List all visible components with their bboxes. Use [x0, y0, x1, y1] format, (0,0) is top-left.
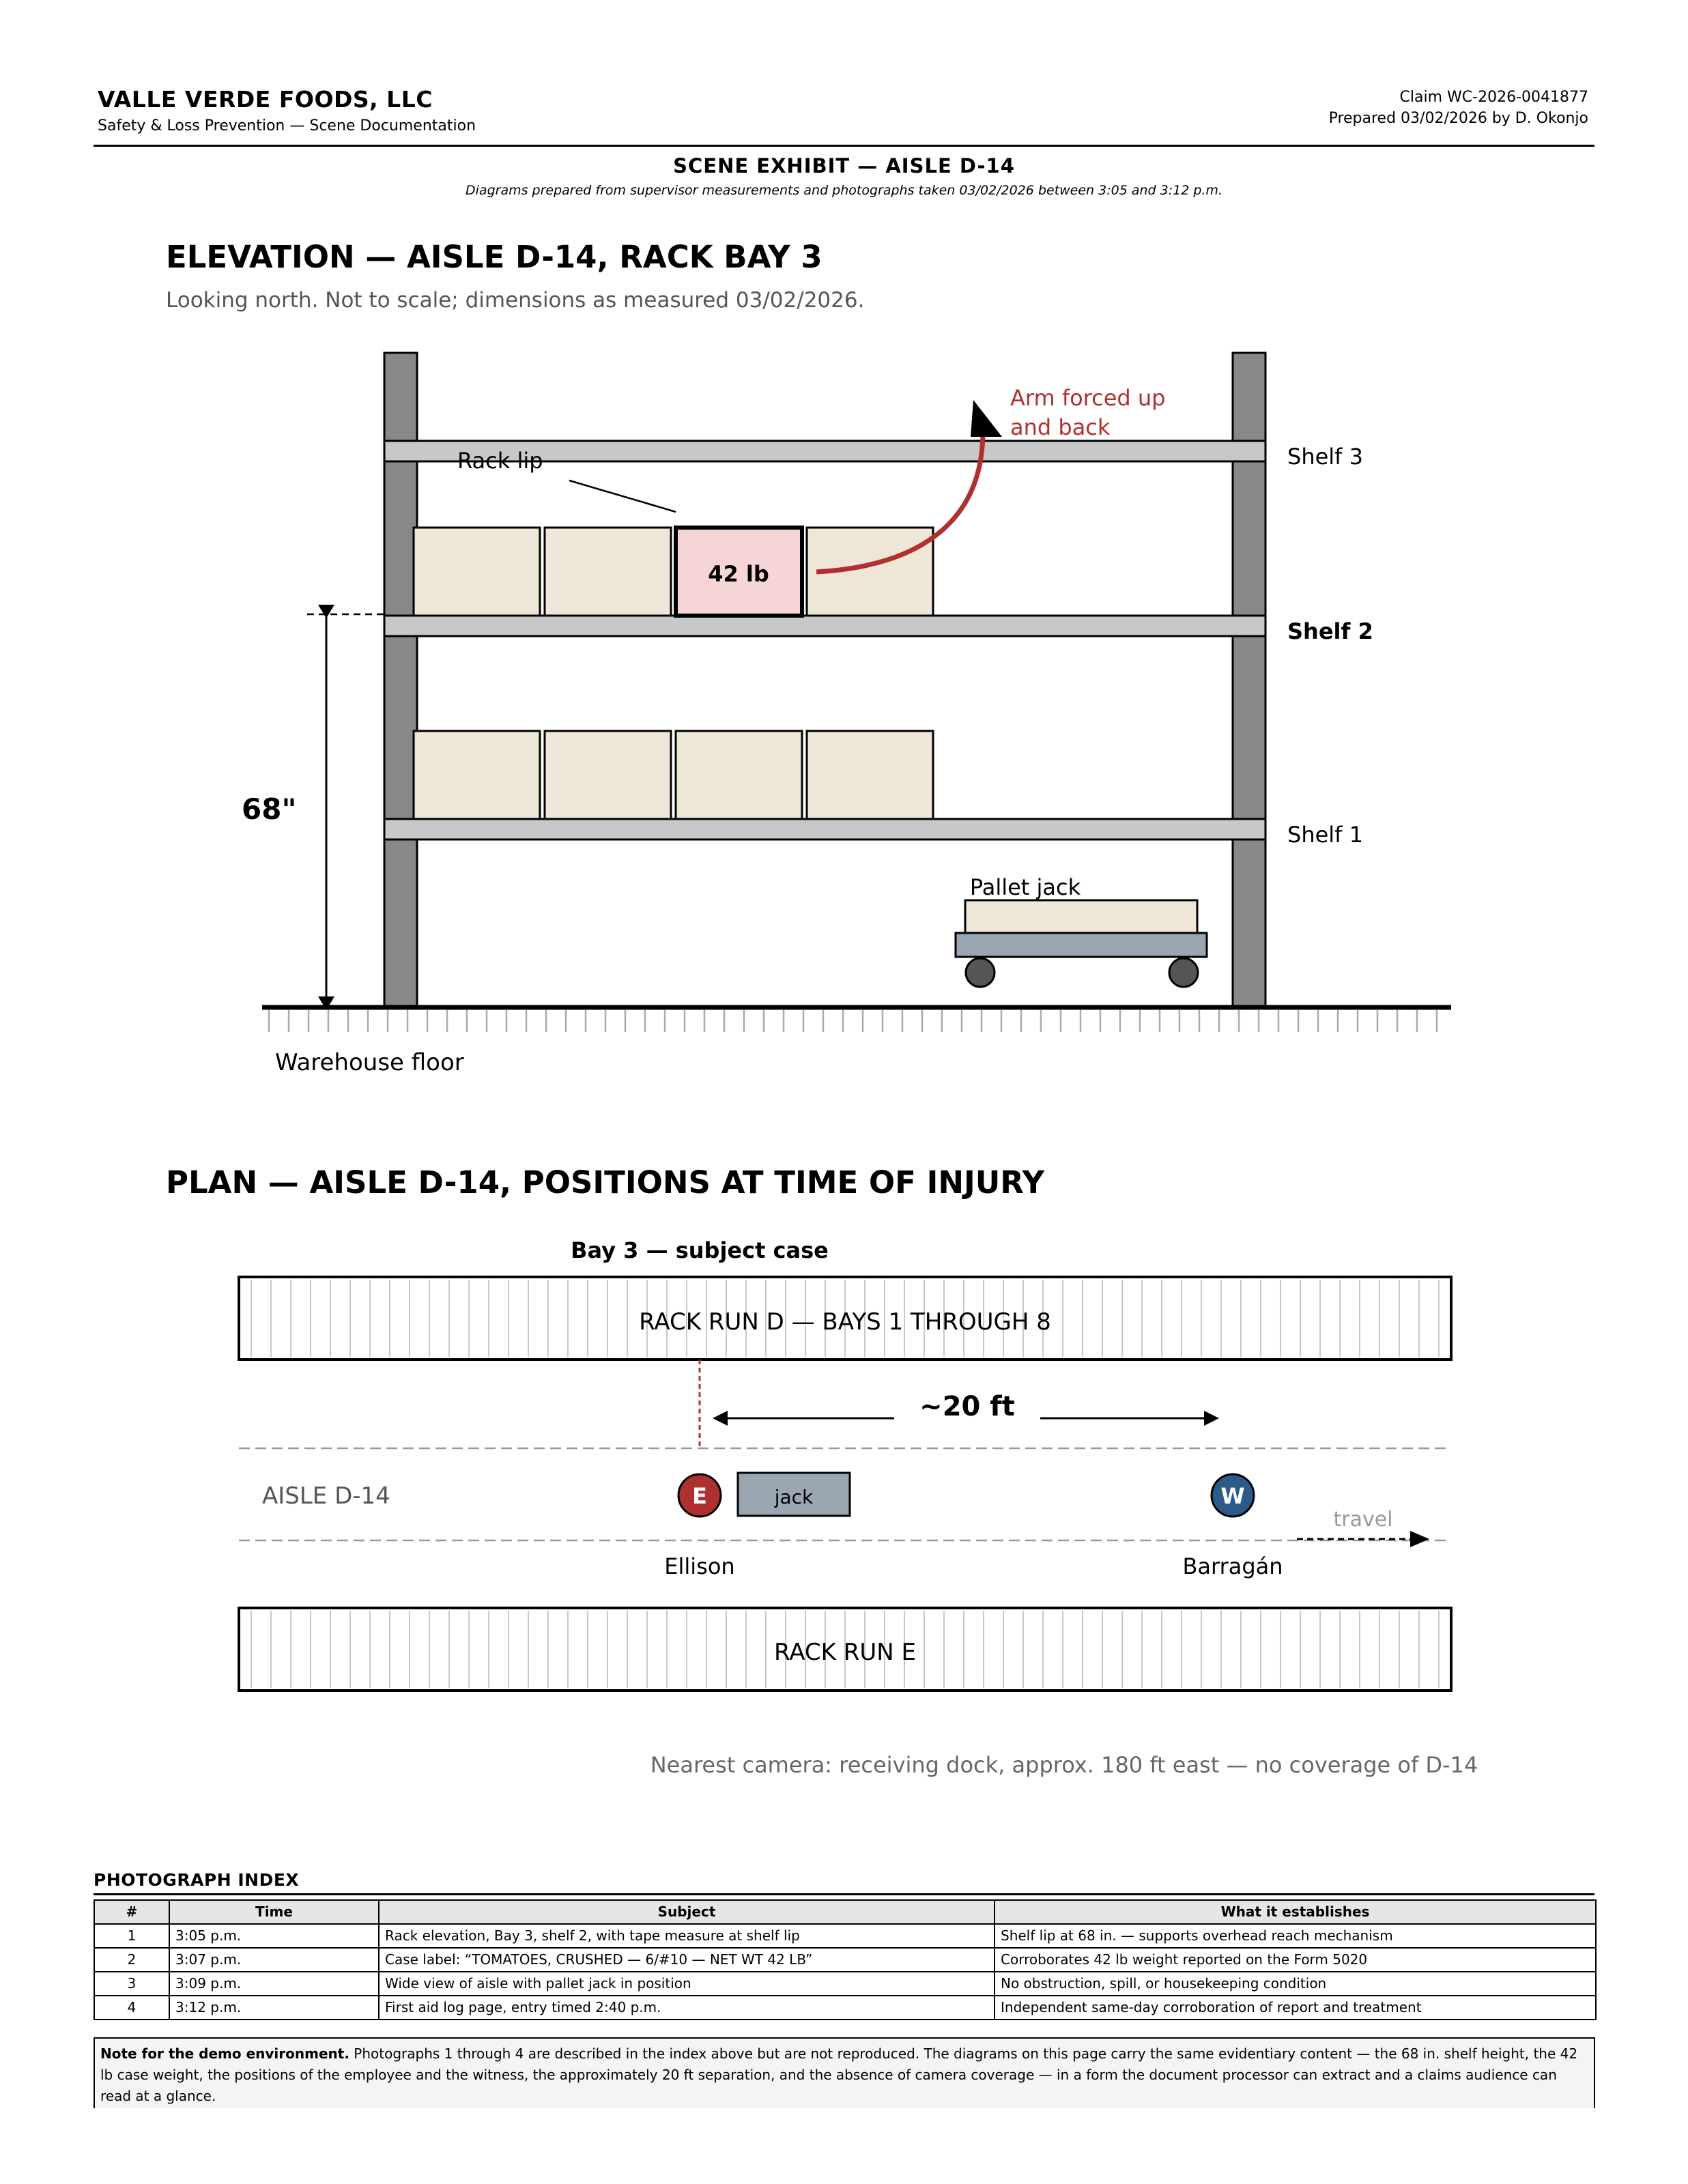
- pallet-jack-wheel: [966, 958, 995, 987]
- table-cell: 1: [94, 1924, 169, 1948]
- photo-index-table: [94, 1899, 1597, 2020]
- case: [545, 528, 671, 616]
- photo-index-heading: PHOTOGRAPH INDEX: [94, 1870, 300, 1890]
- pallet-jack-body: [956, 933, 1207, 957]
- table-cell: Wide view of aisle with pallet jack in position: [379, 1972, 995, 1996]
- camera-note: Nearest camera: receiving dock, approx. 180 ft east — no coverage of D-14: [650, 1752, 1478, 1778]
- table-cell: Shelf lip at 68 in. — supports overhead reach mechanism: [995, 1924, 1596, 1948]
- table-cell: No obstruction, spill, or housekeeping condition: [995, 1972, 1596, 1996]
- separation-label: ~20 ft: [919, 1391, 1015, 1422]
- photo-index-rule: [94, 1893, 1594, 1895]
- department-line: Safety & Loss Prevention — Scene Documentation: [98, 117, 476, 134]
- shelf-1-label: Shelf 1: [1287, 822, 1363, 848]
- column-header: Time: [169, 1900, 379, 1924]
- floor-hatching: [269, 1010, 1437, 1032]
- case-weight-label: 42 lb: [708, 561, 769, 587]
- company-name: VALLE VERDE FOODS, LLC: [98, 86, 433, 113]
- pallet-jack-label: Pallet jack: [969, 874, 1081, 900]
- arm-note-line-2: and back: [1010, 414, 1111, 440]
- pallet-jack-load: [965, 900, 1197, 933]
- table-row: [94, 1996, 1596, 2020]
- exhibit-title: SCENE EXHIBIT — AISLE D-14: [673, 154, 1015, 177]
- table-header-row: [94, 1900, 1596, 1924]
- case: [414, 528, 540, 616]
- dimension-arrow-top: [318, 605, 334, 618]
- height-dimension-label: 68": [242, 792, 297, 826]
- rack-run-e-label: RACK RUN E: [774, 1639, 916, 1666]
- plan-jack-label: jack: [774, 1486, 814, 1508]
- table-cell: 3:12 p.m.: [169, 1996, 379, 2020]
- table-cell: First aid log page, entry timed 2:40 p.m.: [379, 1996, 995, 2020]
- table-cell: 4: [94, 1996, 169, 2020]
- table-row: [94, 1972, 1596, 1996]
- exhibit-subtitle: Diagrams prepared from supervisor measurements and photographs taken 03/02/2026 between 3:05 and 3:12 p.m.: [466, 183, 1222, 198]
- table-row: [94, 1948, 1596, 1972]
- claim-number: Claim WC-2026-0041877: [1399, 89, 1588, 106]
- prepared-line: Prepared 03/02/2026 by D. Okonjo: [1328, 110, 1588, 127]
- elevation-subtitle: Looking north. Not to scale; dimensions as measured 03/02/2026.: [166, 288, 865, 313]
- table-cell: 2: [94, 1948, 169, 1972]
- case: [676, 731, 802, 819]
- employee-name: Ellison: [664, 1553, 735, 1579]
- separation-arrow-right: [1204, 1411, 1219, 1426]
- case: [545, 731, 671, 819]
- shelf-2-label: Shelf 2: [1287, 618, 1373, 644]
- shelf-1: [384, 819, 1265, 839]
- table-cell: Independent same-day corroboration of report and treatment: [995, 1996, 1596, 2020]
- table-row: [94, 1924, 1596, 1948]
- table-cell: Rack elevation, Bay 3, shelf 2, with tape measure at shelf lip: [379, 1924, 995, 1948]
- case: [807, 731, 933, 819]
- rack-run-d-label: RACK RUN D — BAYS 1 THROUGH 8: [639, 1308, 1051, 1336]
- column-header: Subject: [379, 1900, 995, 1924]
- travel-label: travel: [1333, 1508, 1393, 1532]
- floor-label: Warehouse floor: [275, 1049, 464, 1076]
- travel-arrow-head: [1410, 1531, 1429, 1547]
- plan-title: PLAN — AISLE D-14, POSITIONS AT TIME OF INJURY: [166, 1164, 1045, 1201]
- pallet-jack-wheel: [1169, 958, 1198, 987]
- column-header: #: [94, 1900, 169, 1924]
- separation-arrow-left: [713, 1411, 728, 1426]
- shelf-3-label: Shelf 3: [1287, 444, 1363, 470]
- arm-note-line-1: Arm forced up: [1010, 385, 1166, 411]
- case: [414, 731, 540, 819]
- table-cell: Case label: “TOMATOES, CRUSHED — 6/#10 — NET WT 42 LB”: [379, 1948, 995, 1972]
- elevation-title: ELEVATION — AISLE D-14, RACK BAY 3: [166, 239, 822, 275]
- rack-lip-leader: [569, 480, 676, 512]
- arm-arrow-head: [971, 400, 1002, 437]
- table-cell: Corroborates 42 lb weight reported on the Form 5020: [995, 1948, 1596, 1972]
- demo-note-lead: Note for the demo environment.: [100, 2045, 349, 2062]
- witness-name: Barragán: [1182, 1553, 1283, 1579]
- demo-note-body: Photographs 1 through 4 are described in the index above but are not reproduced. The diagrams on this page carry the same evidentiary content — the 68 in. shelf height, the 42 lb case weight, the positions of the employee and the witness, the approximately 20 ft separation, and the absence of camera coverage — in a form the document processor can extract and a claims audience can read at a glance.: [100, 2045, 1578, 2104]
- table-cell: 3:07 p.m.: [169, 1948, 379, 1972]
- witness-marker-letter: W: [1220, 1483, 1245, 1509]
- table-cell: 3:09 p.m.: [169, 1972, 379, 1996]
- aisle-label: AISLE D-14: [262, 1482, 390, 1510]
- bay-3-label: Bay 3 — subject case: [571, 1237, 829, 1263]
- rack-lip-label: Rack lip: [457, 448, 543, 474]
- column-header: What it establishes: [995, 1900, 1596, 1924]
- demo-note: [94, 2037, 1595, 2108]
- employee-marker-letter: E: [692, 1483, 707, 1509]
- table-cell: 3: [94, 1972, 169, 1996]
- shelf-2: [384, 616, 1265, 636]
- table-cell: 3:05 p.m.: [169, 1924, 379, 1948]
